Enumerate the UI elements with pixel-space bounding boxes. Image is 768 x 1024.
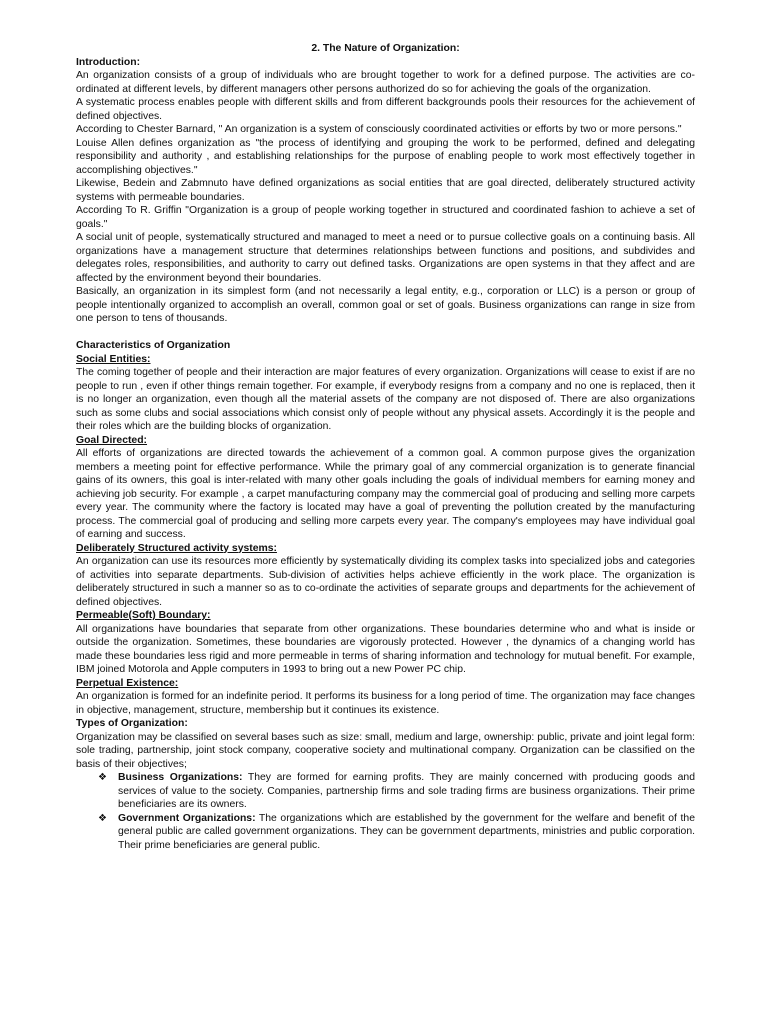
bullet-text: They are formed for earning profits. They are mainly concerned with producing goods and services of value to the society. Companies, partnership firms and sole trading firms are business organizations. Their prime beneficiaries are its owners.: [118, 772, 695, 810]
characteristics-section: [76, 339, 695, 717]
intro-paragraph: A systematic process enables people with different skills and from different backgrounds pools their resources for the achievement of defined objectives.: [76, 97, 695, 122]
list-item: [98, 812, 695, 853]
bullet-text: The organizations which are established by the government for the welfare and benefit of the general public are called government organizations. They can be government departments, ministries and public corporation. Their prime beneficiaries are general public.: [118, 812, 695, 851]
subheading-goal-directed: Goal Directed:: [76, 434, 148, 446]
intro-paragraph: A social unit of people, systematically structured and managed to meet a need or to pursue collective goals on a continuing basis. All organizations have a management structure that determines relationships between functions and positions, and subdivides and delegates roles, responsibilities, and authority to carry out defined tasks. Organizations are open systems in that they affect and are affected by the environment beyond their boundaries.: [76, 232, 695, 284]
bullet-term: Business Organizations:: [118, 772, 243, 783]
subheading-permeable-boundary: Permeable(Soft) Boundary:: [76, 610, 211, 621]
permeable-boundary-text: All organizations have boundaries that separate from other organizations. These boundaries determine who and what is inside or outside the organization. Sometimes, these boundaries are vigorously protected. However , the dynamics of a changing world has made these boundaries less rigid and more permeable in terms of sharing information and technology for mutual benefit. For example, IBM joined Motorola and Apple computers in 1993 to bring out a new Power PC chip.: [76, 623, 695, 675]
intro-paragraph: Louise Allen defines organization as "the process of identifying and grouping the work to be performed, defined and delegating responsibility and authority , and establishing relationships for the purpose of enabling people to work most effectively together in accomplishing objectives.": [76, 137, 695, 176]
goal-directed-text: All efforts of organizations are directed towards the achievement of a common goal. A common purpose gives the organization members a meeting point for effective performance. While the primary goal of any commercial organization is to generate financial gains of its owners, this goal is inter-related with many other goals including the goals of individual members for earning money and achieving job security. For example , a carpet manufacturing company may the commercial goal of producing and selling more carpets every year. The community where the factory is located may have a goal of preventing the pollution created by the manufacturing process. The commercial goal of producing and selling more carpets every year. The company's employees may have individual goal of earning and success.: [76, 448, 695, 540]
introduction-section: [76, 56, 695, 326]
list-item: [98, 771, 695, 812]
intro-paragraph: An organization consists of a group of individuals who are brought together to work for a defined purpose. The activities are co-ordinated at different levels, by different managers other persons authorized do so for achieving the goals of the organization.: [76, 70, 695, 95]
document-title: 2. The Nature of Organization:: [311, 43, 460, 54]
introduction-heading: Introduction:: [76, 56, 141, 68]
subheading-perpetual-existence: Perpetual Existence:: [76, 677, 179, 689]
types-list: [76, 771, 695, 852]
section-spacer: [76, 326, 695, 340]
subheading-social-entities: Social Entities:: [76, 353, 151, 365]
perpetual-existence-text: An organization is formed for an indefinite period. It performs its business for a long period of time. The organization may face changes in objective, management, structure, membership but it continues its existence.: [76, 691, 695, 716]
intro-paragraph: According To R. Griffin "Organization is a group of people working together in structured and coordinated fashion to achieve a set of goals.": [76, 205, 695, 230]
deliberately-structured-text: An organization can use its resources more efficiently by systematically dividing its complex tasks into specialized jobs and categories of activities into separate departments. Sub-division of activities helps achieve efficiently in the work place. The organization is deliberately structured in such a manner so as to co-ordinate the activities of separate groups and departments for the achievement of defined objectives.: [76, 556, 695, 608]
types-heading: Types of Organization:: [76, 718, 188, 729]
types-intro-text: Organization may be classified on several bases such as size: small, medium and large, ownership: public, private and joint legal form: sole trading, partnership, joint stock company, cooperative society and multinational company. Organization can be classified on the basis of their objectives;: [76, 731, 695, 770]
characteristics-heading: Characteristics of Organization: [76, 340, 231, 351]
intro-paragraph: Basically, an organization in its simplest form (and not necessarily a legal entity, e.g., corporation or LLC) is a person or group of people intentionally organized to accomplish an overall, common goal or set of goals. Business organizations can range in size from one person to tens of thousands.: [76, 286, 695, 324]
subheading-deliberately-structured: Deliberately Structured activity systems:: [76, 542, 277, 554]
diamond-bullet-icon: ❖: [98, 772, 107, 783]
types-section: [76, 717, 695, 852]
social-entities-text: The coming together of people and their interaction are major features of every organization. Organizations will cease to exist if are no people to run , even if other things remain together. For example, if everybody resigns from a company and no one is replaced, then it is no longer an organization, even though all the material assets of the company are not disposed of. There are also organizations such as some clubs and social associations which consist only of people without any physical assets. Accordingly it is the people and their roles which are the building blocks of organization.: [76, 367, 695, 432]
intro-paragraph: According to Chester Barnard, " An organization is a system of consciously coordinated activities or efforts by two or more persons.": [76, 124, 682, 135]
bullet-term: Government Organizations:: [118, 812, 256, 824]
diamond-bullet-icon: ❖: [98, 812, 107, 824]
intro-paragraph: Likewise, Bedein and Zabmnuto have defined organizations as social entities that are goal directed, deliberately structured activity systems with permeable boundaries.: [76, 178, 695, 203]
